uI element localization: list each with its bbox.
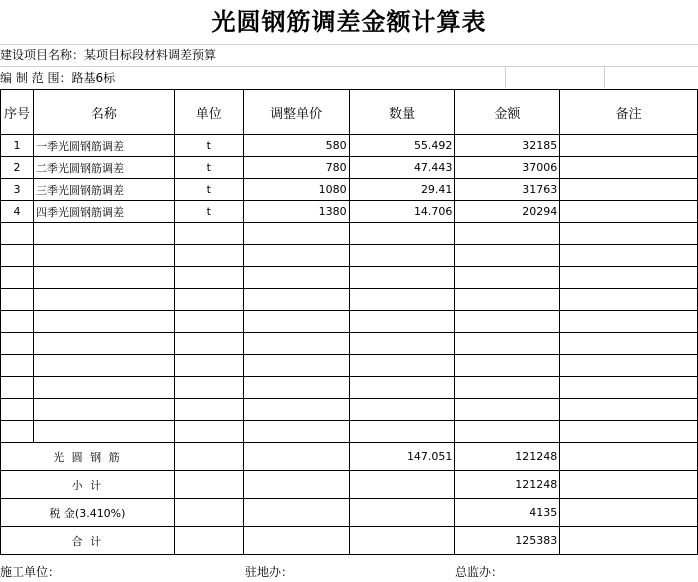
row-unit: t: [174, 135, 243, 157]
empty-row: [1, 311, 698, 333]
row-unit: t: [174, 201, 243, 223]
empty-row: [1, 289, 698, 311]
summary-steel-amount: 121248: [455, 443, 560, 471]
summary-tax-amount: 4135: [455, 499, 560, 527]
table-row: [1, 179, 698, 201]
row-quantity: 55.492: [349, 135, 455, 157]
row-quantity: 14.706: [349, 201, 455, 223]
row-index: 1: [1, 135, 34, 157]
table-row: [1, 201, 698, 223]
row-name: 四季光圆钢筋调差: [33, 201, 174, 223]
row-quantity: 29.41: [349, 179, 455, 201]
summary-total-amount: 125383: [455, 527, 560, 555]
row-amount: 37006: [455, 157, 560, 179]
row-amount: 20294: [455, 201, 560, 223]
empty-row: [1, 355, 698, 377]
row-quantity: 47.443: [349, 157, 455, 179]
row-name: 一季光圆钢筋调差: [33, 135, 174, 157]
row-price: 1080: [243, 179, 349, 201]
summary-total-label: 合 计: [1, 527, 175, 555]
compile-scope: 编 制 范 围：路基6标: [0, 71, 116, 85]
empty-row: [1, 399, 698, 421]
row-amount: 32185: [455, 135, 560, 157]
table-row: [1, 135, 698, 157]
row-price: 580: [243, 135, 349, 157]
row-name: 二季光圆钢筋调差: [33, 157, 174, 179]
summary-tax-row: [1, 499, 698, 527]
sheet-gridline: [604, 66, 605, 88]
empty-row: [1, 223, 698, 245]
empty-row: [1, 377, 698, 399]
row-index: 2: [1, 157, 34, 179]
calculation-table: [0, 89, 698, 555]
footer-contractor: 施工单位：: [0, 565, 61, 579]
empty-row: [1, 333, 698, 355]
summary-tax-label: 税 金(3.410%): [1, 499, 175, 527]
summary-subtotal-row: [1, 471, 698, 499]
summary-steel-label: 光 圆 钢 筋: [1, 443, 175, 471]
table-row: [1, 157, 698, 179]
column-header-name: 名称: [33, 90, 174, 135]
sheet-gridline: [505, 66, 506, 88]
summary-steel-row: [1, 443, 698, 471]
column-header-unit: 单位: [174, 90, 243, 135]
row-name: 三季光圆钢筋调差: [33, 179, 174, 201]
row-unit: t: [174, 157, 243, 179]
row-price: 780: [243, 157, 349, 179]
row-note: [560, 201, 698, 223]
project-name: 建设项目名称：某项目标段材料调差预算: [0, 48, 217, 62]
column-header-amount: 金额: [455, 90, 560, 135]
row-note: [560, 179, 698, 201]
row-note: [560, 135, 698, 157]
empty-row: [1, 245, 698, 267]
empty-row: [1, 267, 698, 289]
table-header-row: [1, 90, 698, 135]
row-amount: 31763: [455, 179, 560, 201]
empty-row: [1, 421, 698, 443]
summary-subtotal-label: 小 计: [1, 471, 175, 499]
footer-resident-office: 驻地办：: [245, 565, 294, 579]
footer-chief-office: 总监办：: [455, 565, 504, 579]
summary-steel-quantity: 147.051: [349, 443, 455, 471]
row-unit: t: [174, 179, 243, 201]
column-header-quantity: 数量: [349, 90, 455, 135]
summary-total-row: [1, 527, 698, 555]
column-header-price: 调整单价: [243, 90, 349, 135]
column-header-index: 序号: [1, 90, 34, 135]
row-index: 4: [1, 201, 34, 223]
row-note: [560, 157, 698, 179]
column-header-note: 备注: [560, 90, 698, 135]
summary-subtotal-amount: 121248: [455, 471, 560, 499]
row-index: 3: [1, 179, 34, 201]
page-title: 光圆钢筋调差金额计算表: [211, 7, 487, 36]
row-price: 1380: [243, 201, 349, 223]
